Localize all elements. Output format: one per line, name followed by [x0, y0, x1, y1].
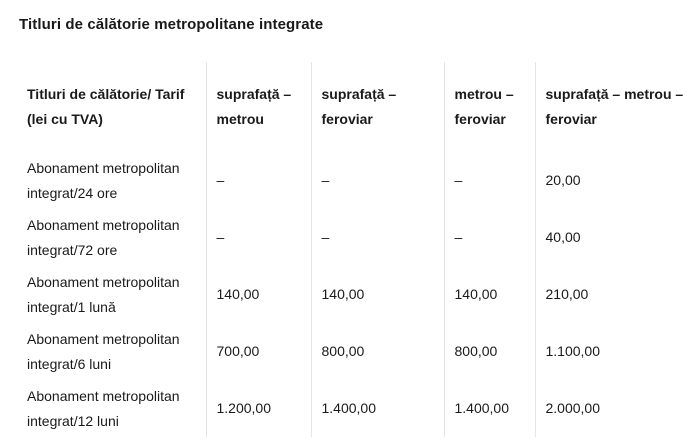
page-title: Titluri de călătorie metropolitane integrate — [19, 16, 324, 33]
price-cell: 800,00 — [444, 323, 535, 380]
price-cell: 2.000,00 — [535, 380, 688, 437]
row-label: Abonament metropolitan integrat/6 luni — [15, 323, 206, 380]
row-label: Abonament metropolitan integrat/12 luni — [15, 380, 206, 437]
header-metro-rail: metrou – feroviar — [444, 62, 535, 152]
row-label: Abonament metropolitan integrat/1 lună — [15, 266, 206, 323]
table-row — [15, 380, 688, 437]
table-row — [15, 323, 688, 380]
row-label: Abonament metropolitan integrat/24 ore — [15, 152, 206, 209]
table-header-row — [15, 62, 688, 152]
price-cell: 210,00 — [535, 266, 688, 323]
price-cell: 140,00 — [444, 266, 535, 323]
price-cell: – — [206, 209, 311, 266]
table-row — [15, 209, 688, 266]
price-cell: 800,00 — [311, 323, 444, 380]
header-surface-rail: suprafață – feroviar — [311, 62, 444, 152]
price-cell: – — [311, 209, 444, 266]
row-label: Abonament metropolitan integrat/72 ore — [15, 209, 206, 266]
header-surface-metro: suprafață – metrou — [206, 62, 311, 152]
table-row — [15, 266, 688, 323]
price-cell: – — [444, 152, 535, 209]
price-cell: – — [444, 209, 535, 266]
header-ticket-type: Titluri de călătorie/ Tarif (lei cu TVA) — [15, 62, 206, 152]
table-row — [15, 152, 688, 209]
price-cell: 140,00 — [311, 266, 444, 323]
header-surface-metro-rail: suprafață – metrou – feroviar — [535, 62, 688, 152]
price-cell: – — [206, 152, 311, 209]
price-cell: 140,00 — [206, 266, 311, 323]
tariff-table — [15, 62, 688, 437]
price-cell: 700,00 — [206, 323, 311, 380]
price-cell: 1.200,00 — [206, 380, 311, 437]
price-cell: – — [311, 152, 444, 209]
price-cell: 40,00 — [535, 209, 688, 266]
price-cell: 20,00 — [535, 152, 688, 209]
price-cell: 1.400,00 — [444, 380, 535, 437]
price-cell: 1.400,00 — [311, 380, 444, 437]
price-cell: 1.100,00 — [535, 323, 688, 380]
